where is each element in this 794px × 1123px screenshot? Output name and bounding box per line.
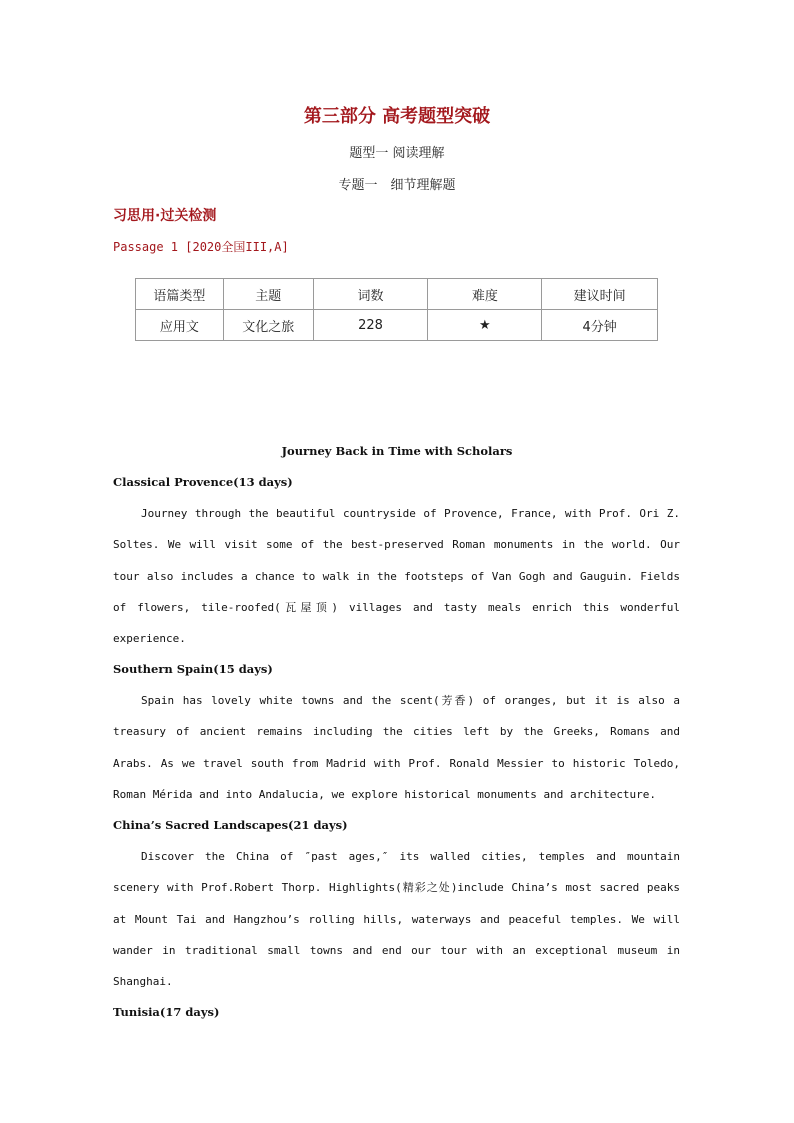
table-header-cell: 难度	[428, 279, 542, 310]
passage-info-table	[135, 278, 658, 341]
question-type-subtitle: 题型一 阅读理解	[349, 146, 445, 161]
table-row	[136, 310, 658, 341]
section-text-provence: Journey through the beautiful countryside of Provence, France, with Prof. Ori Z. Soltes. We will visit some of the best-preserved Roman monuments in the world. Our tour also includes a chance to walk in the footsteps of Van Gogh and Gauguin. Fields of flowers, tile-roofed(瓦屋顶) villages and tasty meals enrich this wonderful experience.	[113, 507, 680, 646]
table-header-cell: 语篇类型	[136, 279, 224, 310]
topic-subtitle: 专题一 细节理解题	[338, 178, 456, 193]
difficulty-star-cell: ★	[428, 310, 542, 341]
table-cell: 文化之旅	[223, 310, 313, 341]
part-title: 第三部分 高考题型突破	[303, 106, 491, 127]
article-title: Journey Back in Time with Scholars	[281, 444, 513, 458]
section-heading-china: China’s Sacred Landscapes(21 days)	[113, 818, 348, 832]
section-text-spain: Spain has lovely white towns and the scent(芳香) of oranges, but it is also a treasury of ancient remains including the cities left by the Greeks, Romans and Arabs. As we travel south from Madrid with Prof. Ronald Messier to historic Toledo, Roman Mérida and into Andalucia, we explore historical monuments and architecture.	[113, 694, 680, 801]
section-text-china: Discover the China of ″past ages,″ its walled cities, temples and mountain scenery with Prof.Robert Thorp. Highlights(精彩之处)include China’s most sacred peaks at Mount Tai and Hangzhou’s rolling hills, waterways and peaceful temples. We will wander in traditional small towns and end our tour with an exceptional museum in Shanghai.	[113, 850, 680, 989]
section-heading-spain: Southern Spain(15 days)	[113, 662, 273, 676]
table-header-row	[136, 279, 658, 310]
table-cell: 228	[313, 310, 428, 341]
table-header-cell: 词数	[313, 279, 428, 310]
table-cell: 应用文	[136, 310, 224, 341]
section-heading-provence: Classical Provence(13 days)	[113, 475, 293, 489]
passage-label: Passage 1 [2020全国III,A]	[113, 240, 289, 254]
table-header-cell: 建议时间	[542, 279, 658, 310]
section-heading-tunisia: Tunisia(17 days)	[113, 1005, 220, 1019]
table-header-cell: 主题	[223, 279, 313, 310]
section-label: 习思用·过关检测	[113, 208, 217, 224]
table-cell: 4分钟	[542, 310, 658, 341]
